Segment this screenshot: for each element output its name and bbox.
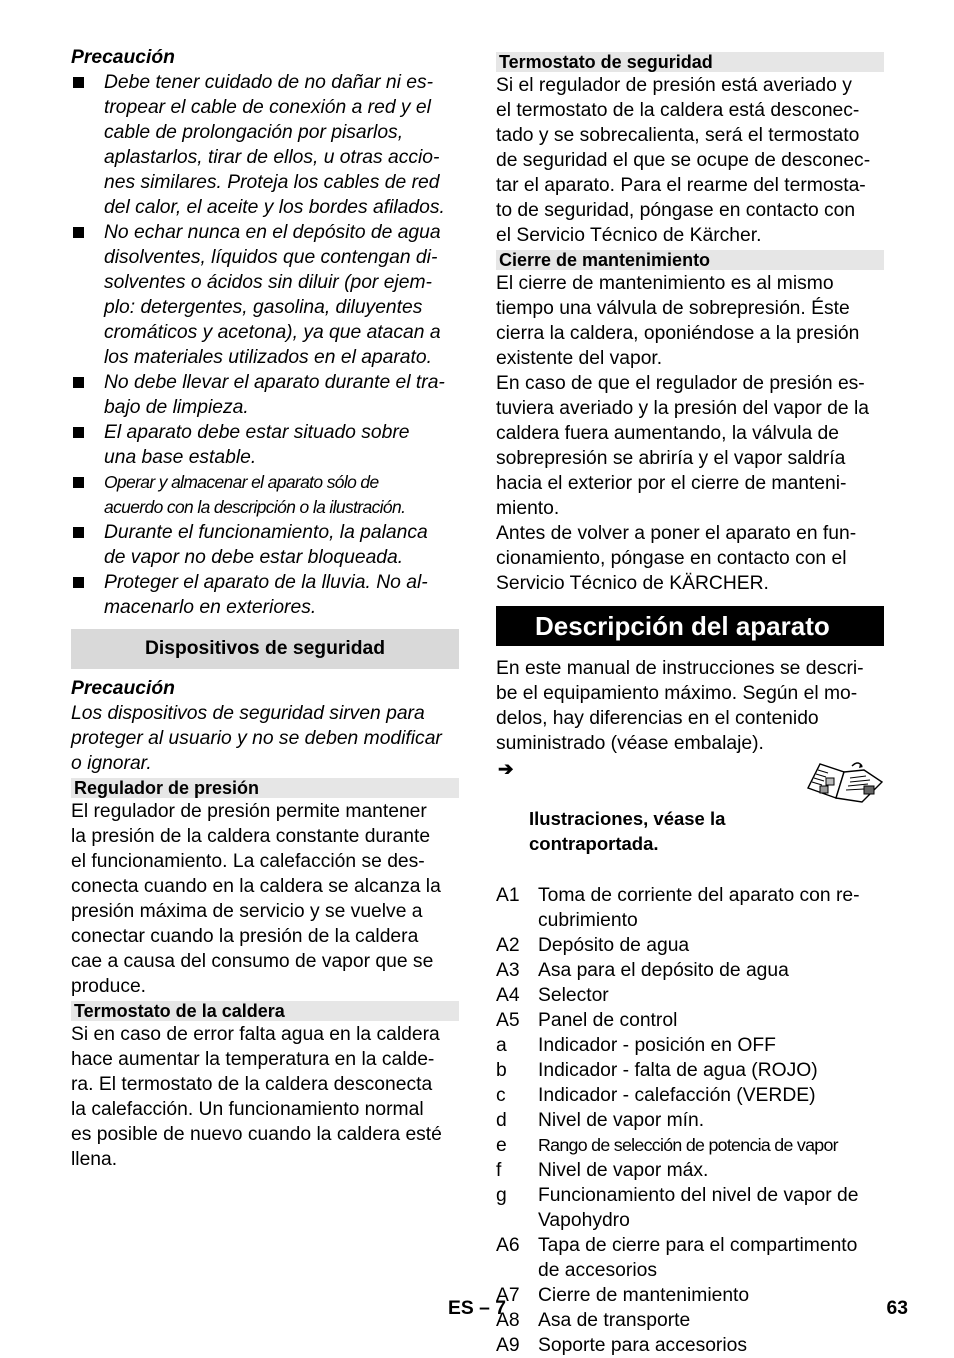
- open-book-icon: [806, 758, 884, 804]
- paragraph-maintenance-closure: El cierre de mantenimiento es al mismo tiempo una válvula de sobrepresión. Éste cierra la caldera, oponiéndose a la presión existente del vapor. En caso de que el regulador de presión es- tuviera averiado y la presión del vapor de la caldera fuera aumentando, la válvula de sobrepresión se abriría y el vapor saldría hacia el exterior por el cierre de manteni- miento. Antes de volver a poner el aparato en fun- cionamiento, póngase en contacto con el Servicio Técnico de KÄRCHER.: [496, 273, 869, 594]
- bullet-item: Debe tener cuidado de no dañar ni es- tropear el cable de conexión a red y el cable de prolongación por pisarlos, aplastarlos, tirar de ellos, u otras accio- nes similares. Proteja los cables de red del calor, el aceite y los bordes afilados.: [71, 70, 459, 220]
- list-item: d Nivel de vapor mín.: [496, 1110, 705, 1131]
- bullet-item: Operar y almacenar el aparato sólo de acuerdo con la descripción o la ilustración.: [71, 470, 459, 520]
- bullet-item: No echar nunca en el depósito de agua disolventes, líquidos que contengan di- solventes o ácidos sin diluir (por ejem- plo: detergentes, gasolina, diluyentes cromáticos y acetona), ya que atacan a los materiales utilizados en el aparato.: [71, 220, 459, 370]
- list-item: A6 Tapa de cierre para el compartimento de accesorios: [496, 1235, 858, 1281]
- arrow-right-icon: ➔: [498, 758, 514, 779]
- page-number: 63: [886, 1298, 908, 1319]
- square-bullet-icon: [73, 427, 84, 438]
- list-item: A7 Cierre de mantenimiento: [496, 1285, 750, 1306]
- subheading-safety-thermostat: Termostato de seguridad: [496, 52, 884, 72]
- list-item: a Indicador - posición en OFF: [496, 1035, 776, 1056]
- subheading-maintenance-closure: Cierre de mantenimiento: [496, 250, 884, 270]
- bullet-item: El aparato debe estar situado sobre una base estable.: [71, 420, 459, 470]
- illustration-reference: ➔ Ilustraciones, véase la contraportada.: [496, 756, 884, 881]
- list-item: A1 Toma de corriente del aparato con re- cubrimiento: [496, 885, 860, 931]
- paragraph-pressure-regulator: El regulador de presión permite mantener la presión de la caldera constante durante el funcionamiento. La calefacción se des- conecta cuando en la caldera se alcanza la presión máxima de servicio y se vuelve a conectar cuando la presión de la caldera cae a causa del consumo de vapor que se produce.: [71, 801, 441, 997]
- caution-list: [71, 70, 459, 620]
- square-bullet-icon: [73, 477, 84, 488]
- caution-heading: Precaución: [71, 678, 175, 699]
- square-bullet-icon: [73, 227, 84, 238]
- square-bullet-icon: [73, 377, 84, 388]
- list-item: A2 Depósito de agua: [496, 935, 690, 956]
- list-item: A5 Panel de control: [496, 1010, 678, 1031]
- subheading-boiler-thermostat: Termostato de la caldera: [71, 1001, 459, 1021]
- right-column: [496, 45, 884, 1358]
- footer-section-label: ES – 7: [448, 1298, 506, 1319]
- list-item: g Funcionamiento del nivel de vapor de Vapohydro: [496, 1185, 859, 1231]
- square-bullet-icon: [73, 77, 84, 88]
- list-item: A4 Selector: [496, 985, 609, 1006]
- caution-text: Los dispositivos de seguridad sirven para proteger al usuario y no se deben modificar o ignorar.: [71, 703, 442, 774]
- list-item: A3 Asa para el depósito de agua: [496, 960, 789, 981]
- list-item: A9 Soporte para accesorios: [496, 1335, 747, 1356]
- list-item: f Nivel de vapor máx.: [496, 1160, 709, 1181]
- bullet-item: Proteger el aparato de la lluvia. No al- macenarlo en exteriores.: [71, 570, 459, 620]
- paragraph-safety-thermostat: Si el regulador de presión está averiado y el termostato de la caldera está desconec- tado y se sobrecalienta, será el termostato de seguridad el que se ocupe de desconec- tar el aparato. Para el rearme del termosta- to de seguridad, póngase en contacto con el Servicio Técnico de Kärcher.: [496, 75, 871, 246]
- list-item: b Indicador - falta de agua (ROJO): [496, 1060, 818, 1081]
- list-item: e Rango de selección de potencia de vapor: [496, 1135, 838, 1156]
- list-item: c Indicador - calefacción (VERDE): [496, 1085, 816, 1106]
- main-heading-device-description: Descripción del aparato: [496, 606, 884, 646]
- square-bullet-icon: [73, 527, 84, 538]
- square-bullet-icon: [73, 577, 84, 588]
- section-heading-safety-devices: Dispositivos de seguridad: [71, 629, 459, 669]
- subheading-pressure-regulator: Regulador de presión: [71, 778, 459, 798]
- component-list: [496, 883, 884, 1358]
- caution-heading: Precaución: [71, 47, 175, 68]
- paragraph-boiler-thermostat: Si en caso de error falta agua en la caldera hace aumentar la temperatura en la calde- ra. El termostato de la caldera desconecta la calefacción. Un funcionamiento normal es posible de nuevo cuando la caldera esté llena.: [71, 1024, 442, 1170]
- bullet-item: No debe llevar el aparato durante el tra- bajo de limpieza.: [71, 370, 459, 420]
- left-column: [71, 45, 459, 1172]
- bullet-item: Durante el funcionamiento, la palanca de vapor no debe estar bloqueada.: [71, 520, 459, 570]
- list-item: A8 Asa de transporte: [496, 1310, 691, 1331]
- paragraph-device-description: En este manual de instrucciones se descri- be el equipamiento máximo. Según el mo- delos, hay diferencias en el contenido suministrado (véase embalaje).: [496, 658, 864, 754]
